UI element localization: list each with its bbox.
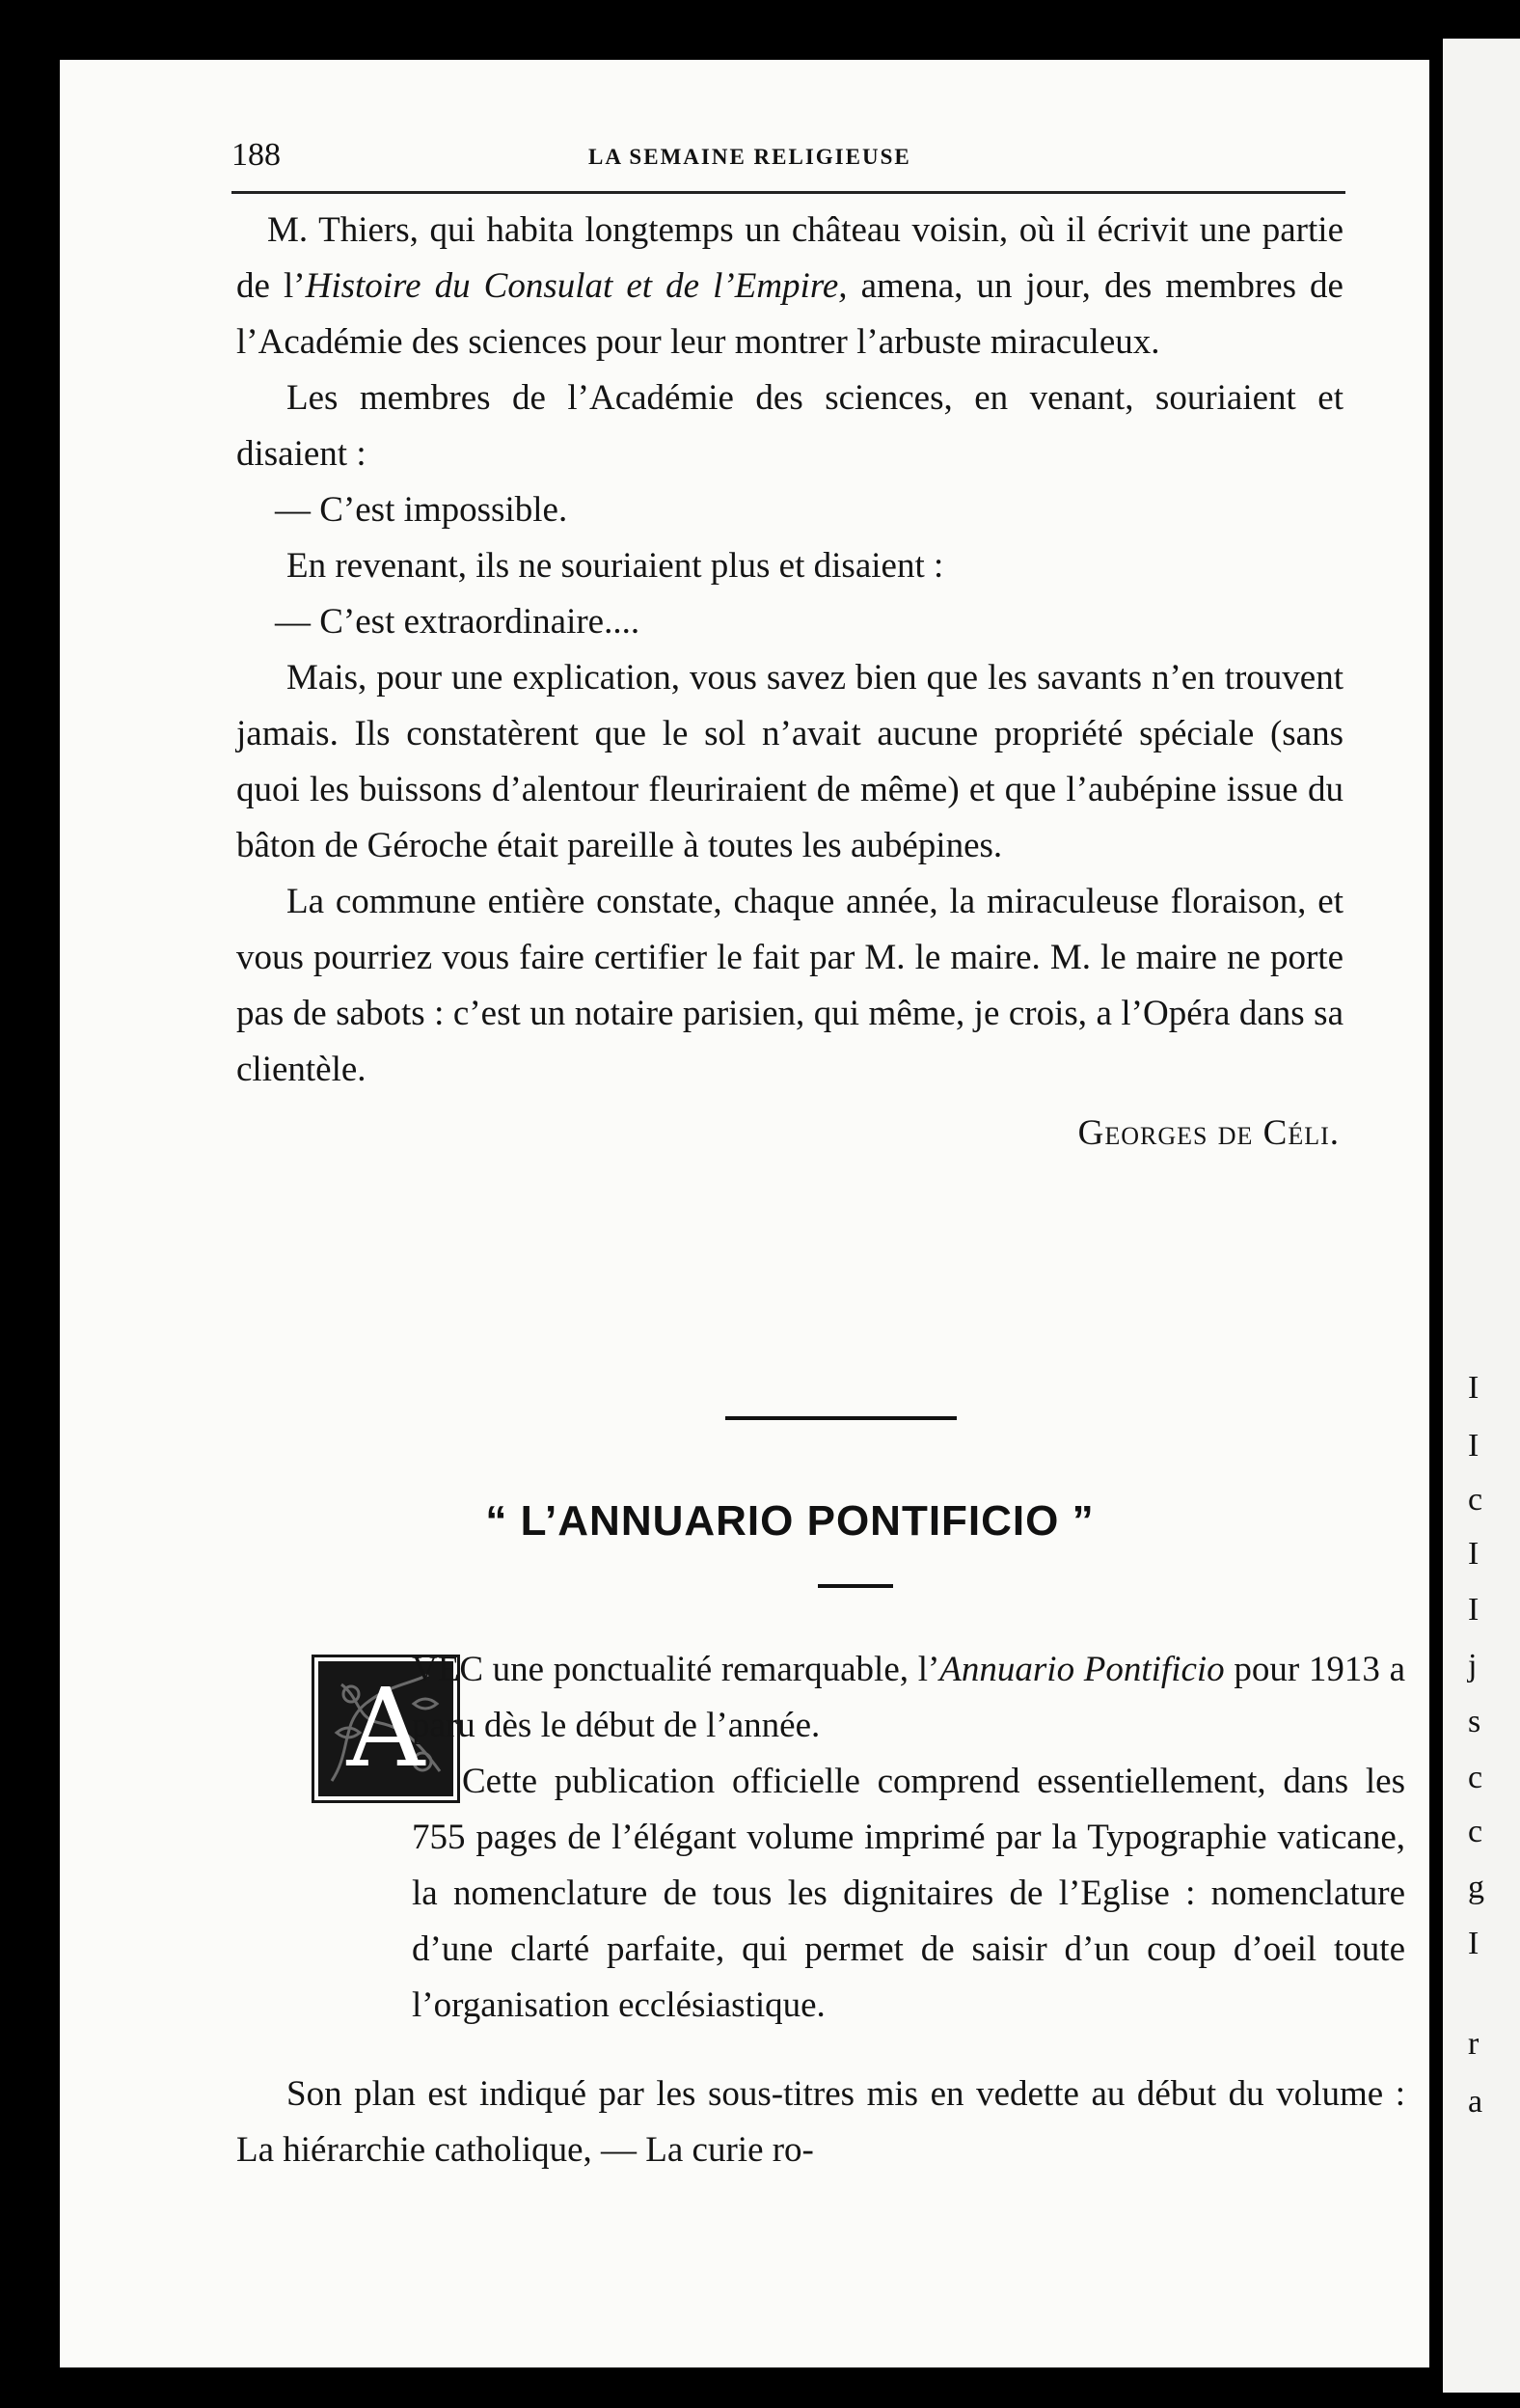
book-page <box>60 60 1429 2367</box>
margin-letter: I <box>1468 1926 1479 1961</box>
article-body <box>236 1642 1405 2034</box>
margin-letter: I <box>1468 1536 1479 1572</box>
margin-letter: I <box>1468 1370 1479 1406</box>
margin-letter: s <box>1468 1704 1481 1739</box>
paragraph-text: amena, un jour, des membres de l’Académie des sciences pour leur montrer l’arbuste miraculeux. <box>236 266 1344 362</box>
paragraph-academie: Les membres de l’Académie des sciences, en venant, souriaient et disaient : <box>236 378 1344 474</box>
margin-letter: g <box>1468 1870 1484 1905</box>
margin-letter: c <box>1468 1482 1483 1518</box>
page-header <box>231 137 1345 194</box>
dropcap-letter: A <box>346 1666 425 1792</box>
paragraph-plan: Son plan est indiqué par les sous-titres mis en vedette au début du volume : La hiérarchie catholique, — La curie ro- <box>236 2074 1405 2170</box>
page-number: 188 <box>231 137 281 173</box>
paragraph-revenant: En revenant, ils ne souriaient plus et disaient : <box>286 546 944 586</box>
first-line-text: VEC une ponctualité remarquable, l’ <box>412 1650 940 1689</box>
paragraph-text: Cette publication officielle comprend essentiellement, dans les 755 pages de l’élégant volume imprimé par la Typographie vaticane, la nomenclature de tous les dignitaires de l’Eglise : nomenclature d’une clarté parfaite, qui permet de saisir d’un coup d’oeil toute l’organisation ecclésiastique. <box>412 1762 1405 2025</box>
paragraph-thiers <box>236 203 1344 370</box>
margin-letter: c <box>1468 1760 1483 1795</box>
author-signature: Georges de Céli. <box>1077 1113 1340 1153</box>
article-title: “ L’ANNUARIO PONTIFICIO ” <box>485 1497 1095 1545</box>
book-title-italic: Histoire du Consulat et de l’Empire, <box>305 266 848 306</box>
title-underline <box>818 1584 893 1588</box>
dialogue-line: — C’est impossible. <box>275 490 568 530</box>
article-continued <box>236 2066 1405 2178</box>
first-paragraph-end: pour 1913 a paru dès le début de l’année. <box>412 1650 1405 1745</box>
publication-title-italic: Annuario Pontificio <box>939 1650 1225 1689</box>
paragraph-publication <box>412 1754 1405 2034</box>
margin-letter: c <box>1468 1814 1483 1849</box>
paragraph-commune: La commune entière constate, chaque année, la miraculeuse floraison, et vous pourriez vous faire certifier le fait par M. le maire. M. le maire ne porte pas de sabots : c’est un notaire parisien, qui même, je crois, a l’Opéra dans sa clientèle. <box>236 882 1344 1089</box>
margin-letter: I <box>1468 1428 1479 1464</box>
margin-letter: r <box>1468 2026 1479 2062</box>
margin-letter: j <box>1468 1648 1478 1683</box>
running-title: LA SEMAINE RELIGIEUSE <box>588 145 911 169</box>
paragraph-text: M. Thiers, qui habita longtemps un château voisin, où il écrivit une partie de l’ <box>236 210 1344 306</box>
adjacent-page-edge <box>1443 39 1520 2393</box>
story-text <box>236 203 1344 1162</box>
dialogue-line: — C’est extraordinaire.... <box>275 602 640 642</box>
margin-letter: I <box>1468 1592 1479 1628</box>
first-paragraph <box>236 1642 1405 2034</box>
paragraph-savants: Mais, pour une explication, vous savez bien que les savants n’en trouvent jamais. Ils constatèrent que le sol n’avait aucune propriété spéciale (sans quoi les buissons d’alentour fleuriraient de même) et que l’aubépine issue du bâton de Géroche était pareille à toutes les aubépines. <box>236 658 1344 865</box>
margin-letter: a <box>1468 2084 1483 2120</box>
section-divider <box>725 1416 957 1420</box>
